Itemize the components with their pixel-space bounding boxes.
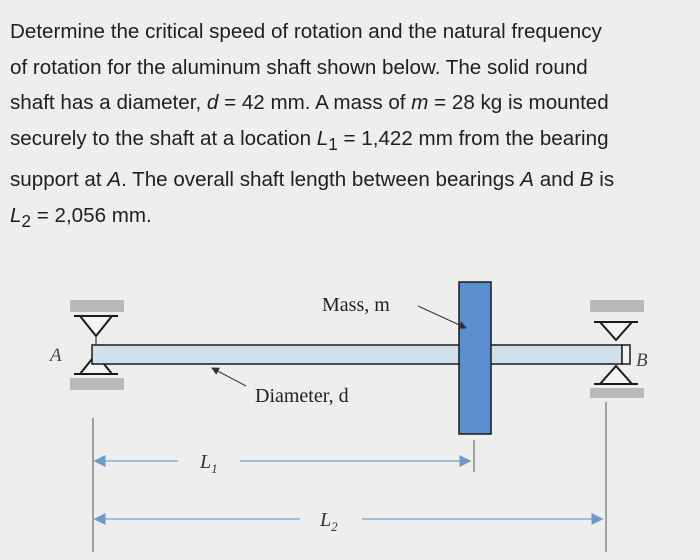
problem-statement	[10, 14, 694, 239]
mass-label: Mass, m	[322, 294, 390, 316]
shaft	[92, 345, 622, 364]
shaft-figure	[0, 262, 700, 555]
shaft-diagram	[0, 262, 700, 555]
problem-line-1: Determine the critical speed of rotation and the natural frequency	[10, 20, 602, 43]
problem-line-5: support at A. The overall shaft length between bearings A and B is	[10, 168, 615, 192]
label-b: B	[636, 350, 648, 371]
problem-line-6: $L_2 = 2,056$ mm.	[10, 203, 152, 231]
problem-line-3: shaft has a diameter, d = 42 mm. A mass of m = 28 kg is mounted	[10, 91, 609, 114]
l1-label: $L_1$	[200, 451, 218, 476]
problem-line-4: securely to the shaft at a location $L_1 = 1,422$ mm from the bearing	[10, 126, 609, 154]
diameter-leader-arrow	[212, 368, 246, 386]
shaft-end-b	[622, 345, 630, 364]
diameter-label: Diameter, d	[255, 385, 349, 407]
problem-line-2: of rotation for the aluminum shaft shown below. The solid round	[10, 55, 588, 79]
l2-label: $L_2$	[320, 509, 338, 534]
mass-block	[459, 282, 491, 434]
label-a: A	[50, 345, 62, 366]
